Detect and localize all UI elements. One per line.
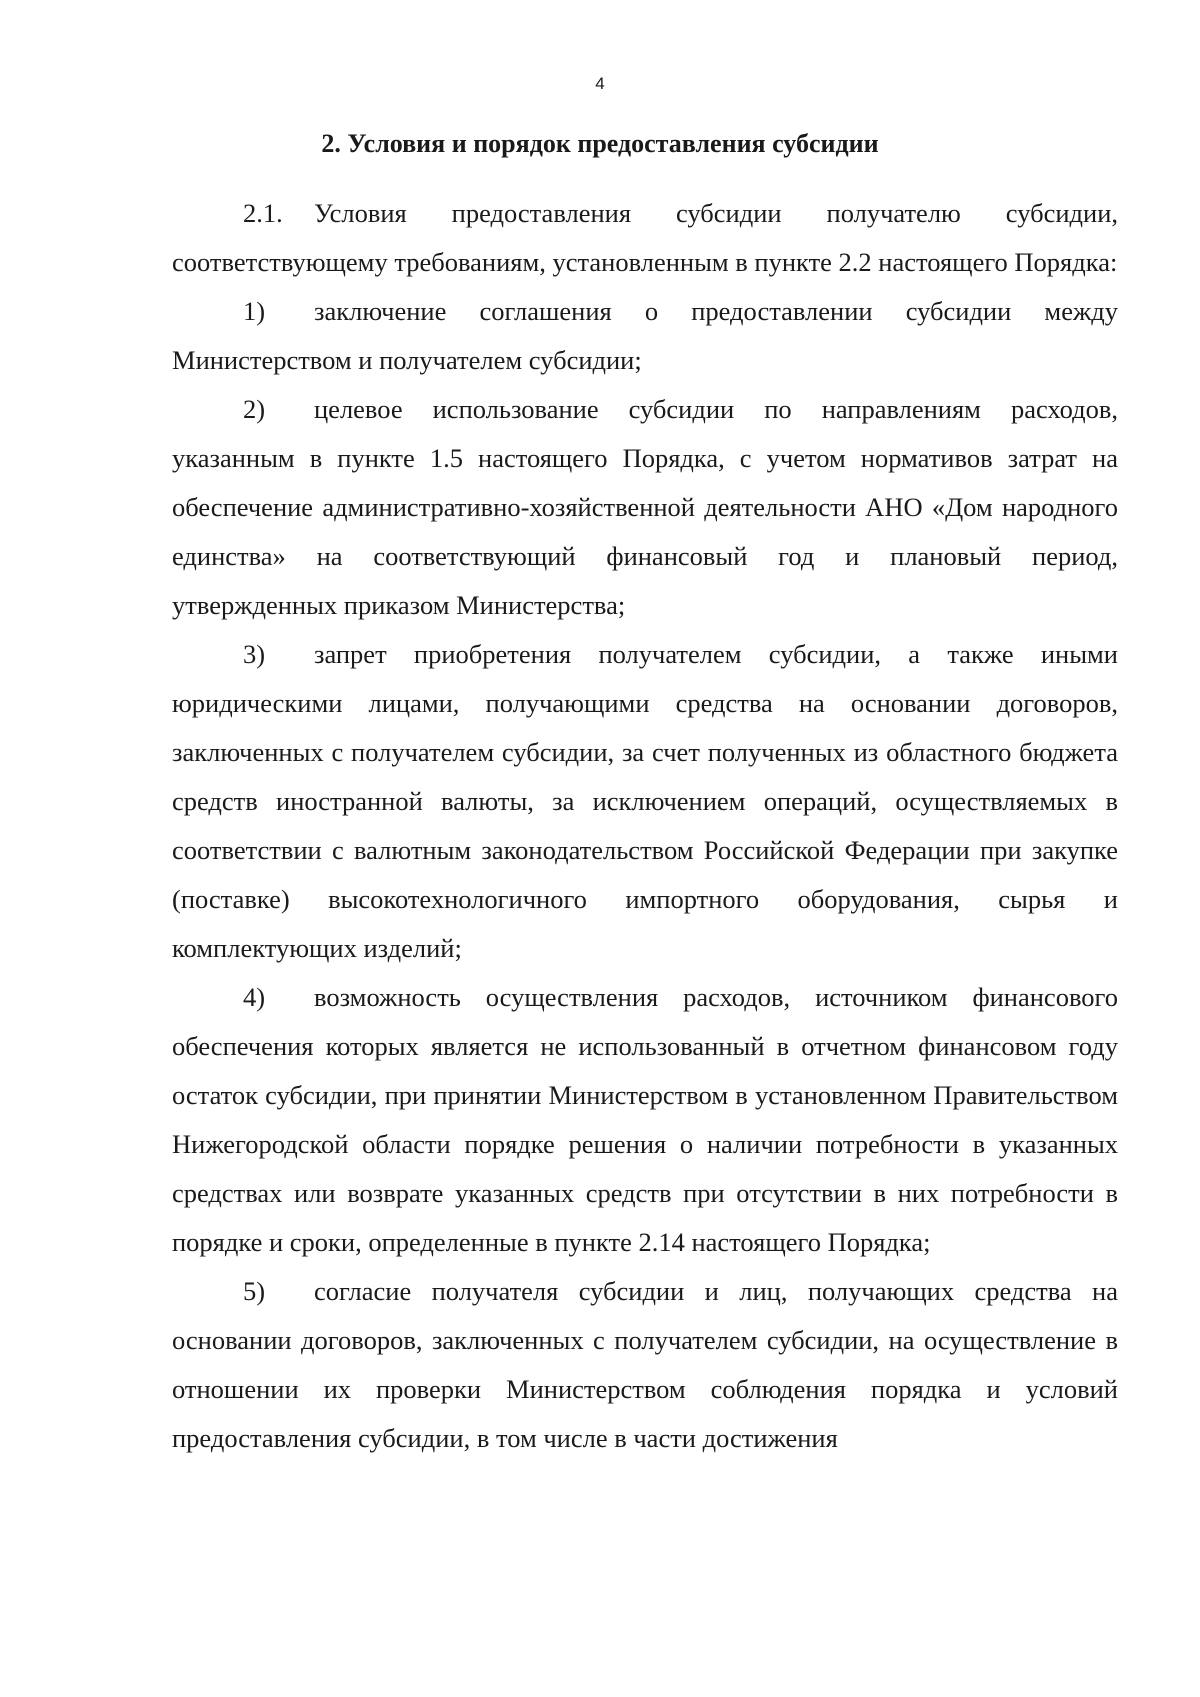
section-title: 2. Условия и порядок предоставления субсидии (321, 129, 879, 158)
paragraph-text: Условия предоставления субсидии получателю субсидии, соответствующему требованиям, установленным в пункте 2.2 настоящего Порядка: (172, 198, 1118, 277)
list-item-number: 1) (243, 296, 266, 326)
list-item-text: запрет приобретения получателем субсидии, а также иными юридическими лицами, получающими средства на основании договоров, заключенных с получателем субсидии, за счет полученных из областного бюджета средств иностранной валюты, за исключением операций, осуществляемых в соответствии с валютным законодательством Российской Федерации при закупке (поставке) высокотехнологичного импортного оборудования, сырья и комплектующих изделий; (172, 639, 1118, 963)
list-item-number: 4) (243, 982, 266, 1012)
list-item-1 (172, 287, 1118, 385)
list-item-text: возможность осуществления расходов, источником финансового обеспечения которых является не использованный в отчетном финансовом году остаток субсидии, при принятии Министерством в установленном Правительством Нижегородской области порядке решения о наличии потребности в указанных средствах или возврате указанных средств при отсутствии в них потребности в порядке и сроки, определенные в пункте 2.14 настоящего Порядка; (172, 982, 1118, 1257)
list-item-text: целевое использование субсидии по направлениям расходов, указанным в пункте 1.5 настоящего Порядка, с учетом нормативов затрат на обеспечение административно-хозяйственной деятельности АНО «Дом народного единства» на соответствующий финансовый год и плановый период, утвержденных приказом Министерства; (172, 394, 1118, 620)
page-number: 4 (595, 74, 605, 93)
list-item-4 (172, 973, 1118, 1267)
document-body (172, 189, 1118, 1463)
list-item-5 (172, 1267, 1118, 1463)
list-item-text: согласие получателя субсидии и лиц, получающих средства на основании договоров, заключенных с получателем субсидии, на осуществление в отношении их проверки Министерством соблюдения порядка и условий предоставления субсидии, в том числе в части достижения (172, 1276, 1118, 1453)
paragraph-2-1 (172, 189, 1118, 287)
list-item-number: 2) (243, 394, 266, 424)
list-item-2 (172, 385, 1118, 630)
list-item-3 (172, 630, 1118, 973)
list-item-number: 3) (243, 639, 266, 669)
list-item-text: заключение соглашения о предоставлении субсидии между Министерством и получателем субсидии; (172, 296, 1118, 375)
list-item-number: 5) (243, 1276, 266, 1306)
paragraph-number: 2.1. (243, 198, 283, 228)
